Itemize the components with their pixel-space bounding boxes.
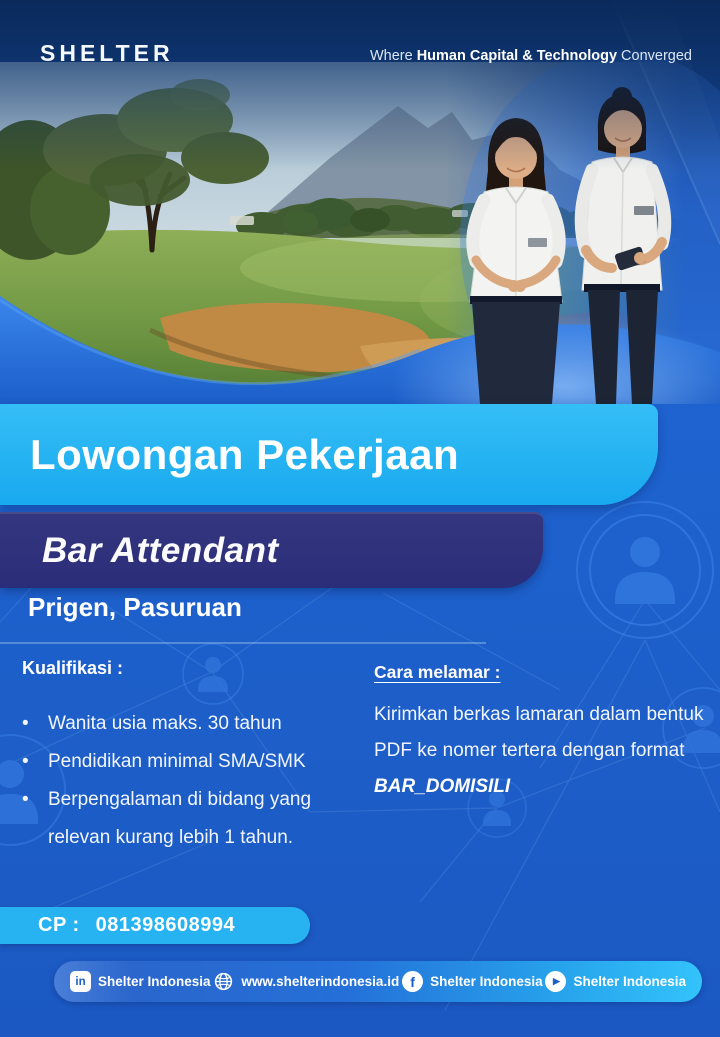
facebook-link[interactable] (402, 971, 543, 992)
title-banner (0, 404, 658, 505)
social-footer (54, 961, 702, 1002)
role-banner-text: Bar Attendant (42, 531, 279, 570)
qualification-text: Berpengalaman di bidang yang relevan kurang lebih 1 tahun. (48, 789, 312, 848)
qualifications-section (22, 658, 350, 857)
bullet-icon: • (22, 713, 29, 734)
website-label: www.shelterindonesia.id (241, 974, 400, 989)
cp-label: CP : (38, 914, 80, 936)
qualification-item (22, 743, 350, 781)
linkedin-label: Shelter Indonesia (98, 974, 211, 989)
how-to-apply-text (374, 697, 708, 805)
phone-number: 081398608994 (95, 914, 236, 936)
header-tagline (370, 48, 692, 64)
divider-line (0, 642, 486, 644)
location-text: Prigen, Pasuruan (28, 592, 242, 622)
how-to-apply-heading: Cara melamar : (374, 662, 501, 682)
qualifications-heading: Kualifikasi : (22, 658, 124, 678)
youtube-label: Shelter Indonesia (573, 974, 686, 989)
qualification-item (22, 705, 350, 743)
role-banner (0, 512, 543, 588)
title-banner-text: Lowongan Pekerjaan (30, 430, 460, 478)
linkedin-link[interactable] (70, 971, 211, 992)
how-to-apply-section (374, 662, 708, 805)
qualifications-list (22, 705, 350, 857)
youtube-icon: ▶ (545, 971, 566, 992)
tagline-prefix: Where (369, 48, 417, 64)
bullet-icon: • (22, 789, 29, 810)
website-link[interactable] (213, 971, 399, 992)
format-code: BAR_DOMISILI (374, 776, 511, 797)
qualification-text: Pendidikan minimal SMA/SMK (48, 751, 306, 772)
apply-body: Kirimkan berkas lamaran dalam bentuk PDF ke nomer tertera dengan format (374, 704, 704, 761)
youtube-link[interactable] (545, 971, 686, 992)
facebook-icon: f (402, 971, 423, 992)
qualification-text: Wanita usia maks. 30 tahun (48, 713, 282, 734)
linkedin-icon: in (70, 971, 91, 992)
contact-bar (0, 907, 310, 944)
bullet-icon: • (22, 751, 29, 772)
facebook-label: Shelter Indonesia (430, 974, 543, 989)
qualification-item (22, 781, 350, 857)
globe-icon (213, 971, 234, 992)
shelter-logo: SHELTER (40, 40, 174, 66)
tagline-suffix: Converged (617, 48, 692, 64)
tagline-bold: Human Capital & Technology (416, 48, 618, 64)
person-circle-icon (577, 502, 713, 638)
